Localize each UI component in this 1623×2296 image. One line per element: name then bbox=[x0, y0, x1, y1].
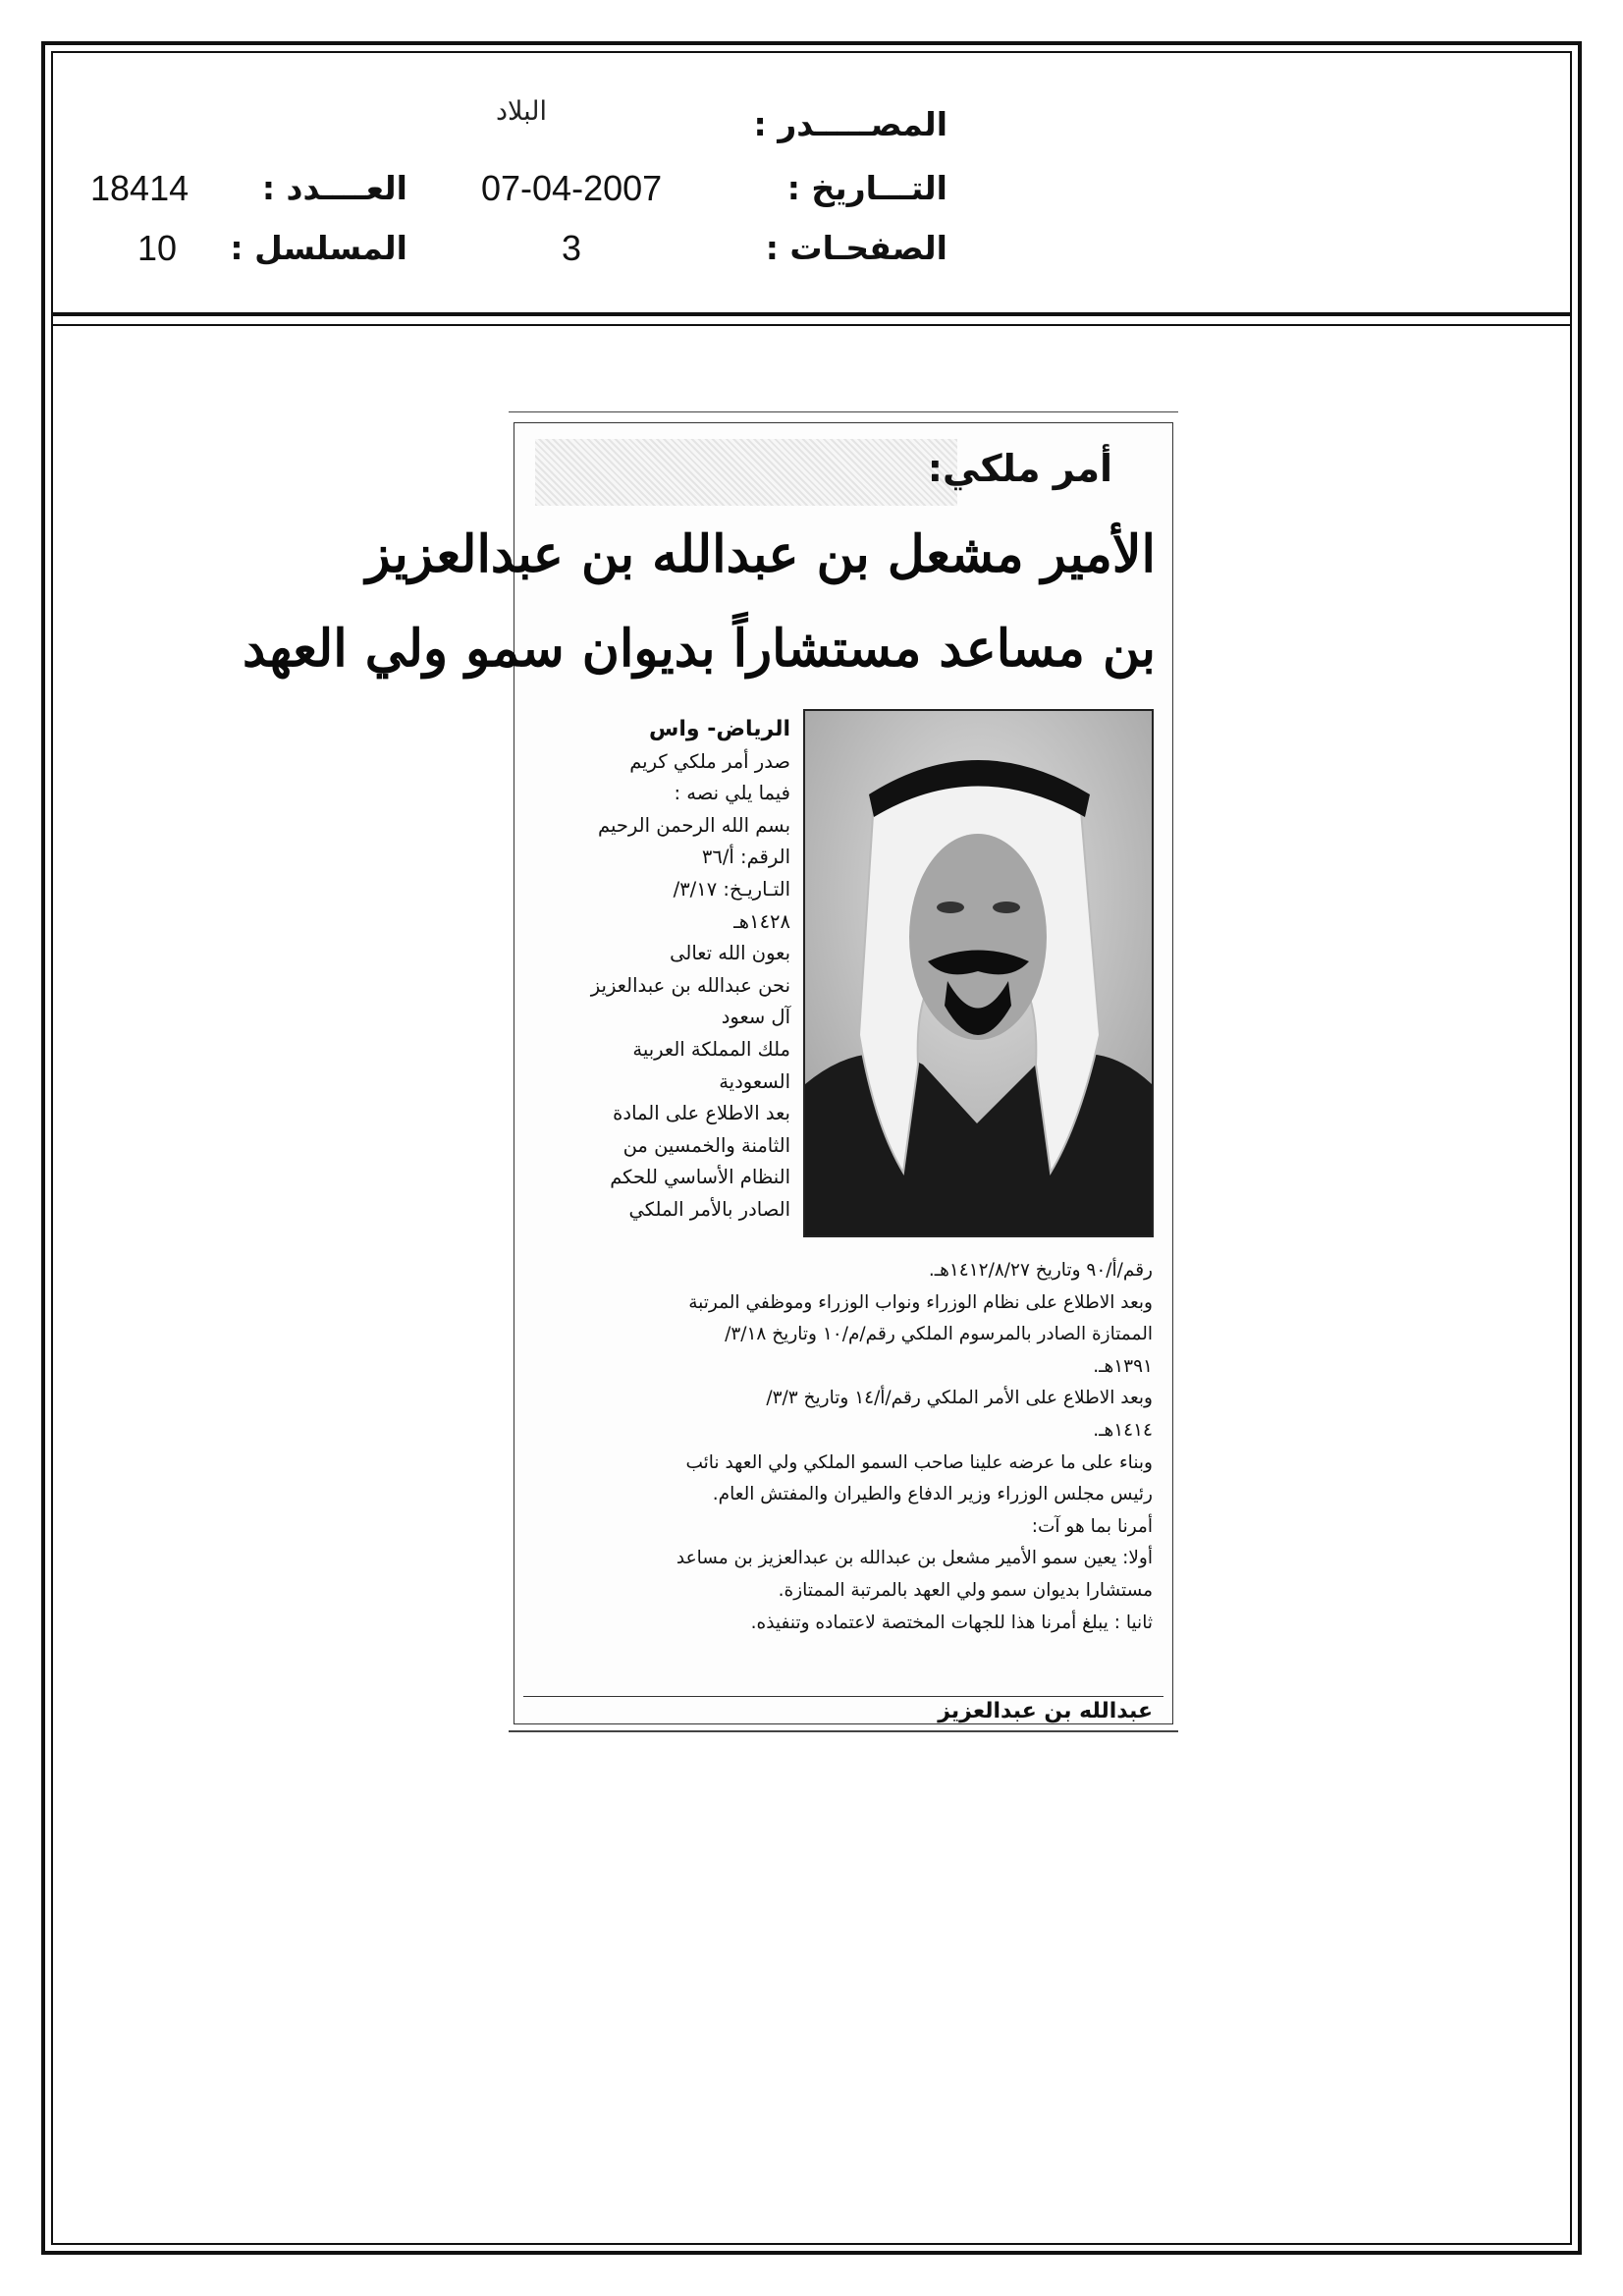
source-label: المصـــــدر : bbox=[753, 105, 947, 143]
date-value: 07-04-2007 bbox=[481, 168, 663, 208]
source-value: البلاد bbox=[495, 96, 547, 127]
body-line: ١٣٩١هـ. bbox=[1093, 1355, 1153, 1377]
clipping-bottom-rule bbox=[509, 1730, 1178, 1732]
dateline: الرياض- واس bbox=[649, 717, 790, 741]
column-line: بسم الله الرحمن الرحيم bbox=[598, 813, 790, 837]
pages-label: الصفحـات : bbox=[765, 229, 947, 267]
column-line: النظام الأساسي للحكم bbox=[610, 1166, 790, 1189]
intro-column bbox=[590, 714, 790, 1227]
body-line: رقم/أ/٩٠ وتاريخ ١٤١٢/٨/٢٧هـ. bbox=[928, 1260, 1153, 1281]
signature-rule bbox=[523, 1696, 1163, 1697]
body-line: أولا: يعين سمو الأمير مشعل بن عبدالله بن عبدالعزيز بن مساعد bbox=[676, 1548, 1153, 1569]
column-line: السعودية bbox=[719, 1069, 790, 1093]
column-line: بعون الله تعالى bbox=[670, 942, 790, 965]
pages-value: 3 bbox=[562, 228, 582, 268]
column-line: الصادر بالأمر الملكي bbox=[628, 1197, 790, 1221]
body-line: وبعد الاطلاع على الأمر الملكي رقم/أ/١٤ وتاريخ ٣/٣/ bbox=[766, 1388, 1153, 1409]
serial-value: 10 bbox=[137, 228, 178, 268]
column-line: الثامنة والخمسين من bbox=[622, 1133, 790, 1157]
column-line: صدر أمر ملكي كريم bbox=[629, 749, 790, 773]
body-line: أمرنا بما هو آت: bbox=[1031, 1515, 1153, 1537]
body-line: مستشارا بديوان سمو ولي العهد بالمرتبة الممتازة. bbox=[778, 1579, 1153, 1601]
article-body bbox=[505, 1255, 1153, 1639]
body-line: رئيس مجلس الوزراء وزير الدفاع والطيران والمفتش العام. bbox=[712, 1484, 1153, 1505]
halftone-band bbox=[535, 439, 957, 506]
body-line: وبعد الاطلاع على نظام الوزراء ونواب الوزراء وموظفي المرتبة bbox=[688, 1291, 1153, 1313]
body-line: ١٤١٤هـ. bbox=[1093, 1419, 1153, 1441]
column-line: نحن عبدالله بن عبدالعزيز bbox=[590, 973, 790, 997]
article-headline-line-2: بن مساعد مستشاراً بديوان سمو ولي العهد bbox=[243, 619, 1156, 679]
body-line: الممتازة الصادر بالمرسوم الملكي رقم/م/١٠ وتاريخ ٣/١٨/ bbox=[725, 1324, 1153, 1345]
column-line: الرقم: أ/٣٦ bbox=[701, 846, 790, 869]
article-kicker: أمر ملكي: bbox=[927, 447, 1112, 490]
column-line: بعد الاطلاع على المادة bbox=[613, 1102, 790, 1125]
signature: عبدالله بن عبدالعزيز bbox=[938, 1699, 1153, 1723]
column-line: التـاريـخ: ٣/١٧/ bbox=[673, 877, 790, 901]
header-divider-inner bbox=[51, 324, 1572, 326]
portrait-figure bbox=[805, 711, 1152, 1235]
header-divider bbox=[51, 312, 1572, 316]
body-line: وبناء على ما عرضه علينا صاحب السمو الملكي ولي العهد نائب bbox=[685, 1451, 1153, 1473]
column-line: فيما يلي نصه : bbox=[674, 782, 790, 805]
column-line: آل سعود bbox=[721, 1006, 790, 1029]
clipping-top-rule bbox=[509, 411, 1178, 412]
date-label: التـــاريخ : bbox=[786, 169, 947, 207]
column-line: ١٤٢٨هـ bbox=[733, 909, 790, 933]
portrait-photo bbox=[803, 709, 1154, 1237]
issue-number-label: العــــدد : bbox=[261, 169, 407, 207]
body-line: ثانيا : يبلغ أمرنا هذا للجهات المختصة لاعتماده وتنفيذه. bbox=[750, 1612, 1153, 1633]
issue-number-value: 18414 bbox=[90, 168, 189, 208]
article-headline-line-1: الأمير مشعل بن عبدالله بن عبدالعزيز bbox=[365, 524, 1156, 584]
serial-label: المسلسل : bbox=[230, 229, 407, 267]
column-line: ملك المملكة العربية bbox=[632, 1037, 790, 1061]
